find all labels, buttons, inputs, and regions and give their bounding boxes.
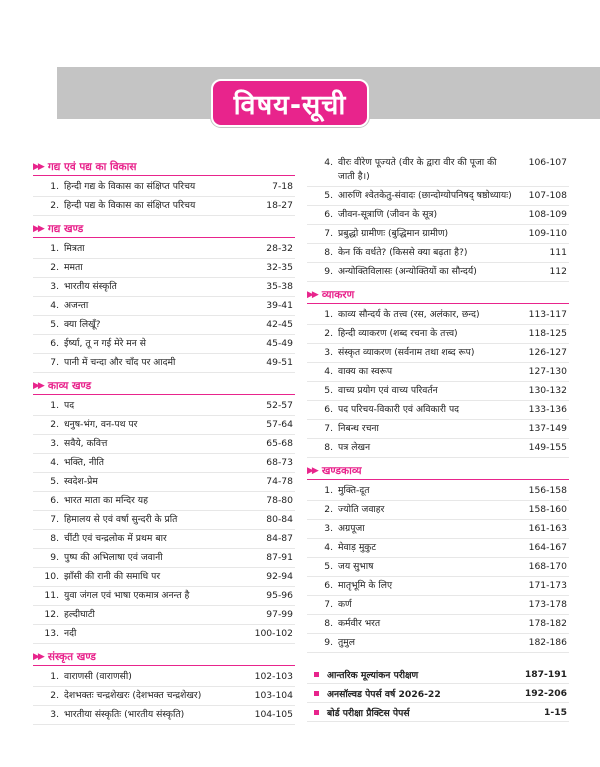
toc-row <box>33 625 295 644</box>
item-title: वीरः वीरेण पूज्यते (वीर के द्वारा वीर की पूजा की जाती है।) <box>338 157 497 182</box>
toc-row <box>33 668 295 687</box>
item-pages: 87-91 <box>266 552 293 563</box>
item-title: भक्ति, नीति <box>64 457 104 468</box>
item-title: अग्रपूजा <box>338 523 365 534</box>
item-number: 6. <box>324 209 333 220</box>
section-heading <box>307 286 569 303</box>
item-pages: 130-132 <box>528 385 567 396</box>
extra-pages: 187-191 <box>524 668 567 680</box>
item-number: 1. <box>324 485 333 496</box>
item-title: प्रबुद्धो ग्रामीणः (बुद्धिमान ग्रामीण) <box>338 228 449 239</box>
item-number: 11. <box>44 590 59 601</box>
toc-row <box>307 187 569 206</box>
toc-row <box>307 596 569 615</box>
item-number: 7. <box>324 599 333 610</box>
item-pages: 52-57 <box>266 400 293 411</box>
item-pages: 45-49 <box>266 338 293 349</box>
item-number: 5. <box>324 561 333 572</box>
item-pages: 171-173 <box>528 580 567 591</box>
double-chevron-icon: ▶▶ <box>33 161 43 172</box>
toc-row <box>307 420 569 439</box>
extra-title: बोर्ड परीक्षा प्रैक्टिस पेपर्स <box>327 707 410 719</box>
extra-title: अनसॉल्वड पेपर्स वर्ष 2026-22 <box>327 688 441 700</box>
item-number: 7. <box>50 514 59 525</box>
item-number: 2. <box>50 419 59 430</box>
item-title: जय सुभाष <box>338 561 374 572</box>
item-pages: 108-109 <box>528 209 567 220</box>
item-pages: 100-102 <box>254 628 293 639</box>
item-title: वाक्य का स्वरूप <box>338 366 393 377</box>
item-title: वाराणसी (वाराणसी) <box>64 671 132 682</box>
item-number: 6. <box>324 404 333 415</box>
item-number: 4. <box>50 457 59 468</box>
item-title: मातृभूमि के लिए <box>338 580 393 591</box>
item-title: ममता <box>64 262 83 273</box>
item-number: 3. <box>324 347 333 358</box>
item-title: धनुष-भंग, वन-पथ पर <box>64 419 138 430</box>
item-title: हल्दीघाटी <box>64 609 95 620</box>
item-pages: 65-68 <box>266 438 293 449</box>
toc-row <box>307 363 569 382</box>
item-number: 2. <box>50 200 59 211</box>
item-title: ज्योति जवाहर <box>338 504 385 515</box>
item-pages: 112 <box>549 266 567 277</box>
item-number: 4. <box>50 300 59 311</box>
toc-row <box>307 154 569 187</box>
toc-row <box>307 501 569 520</box>
item-number: 4. <box>324 542 333 553</box>
double-chevron-icon: ▶▶ <box>307 289 317 300</box>
toc-row <box>33 549 295 568</box>
item-number: 3. <box>50 438 59 449</box>
item-pages: 49-51 <box>266 357 293 368</box>
item-pages: 182-186 <box>528 637 567 648</box>
toc-row <box>33 416 295 435</box>
item-pages: 106-107 <box>528 157 567 168</box>
item-title: काव्य सौन्दर्य के तत्त्व (रस, अलंकार, छन्द) <box>338 309 480 320</box>
double-chevron-icon: ▶▶ <box>33 380 43 391</box>
toc-row <box>33 197 295 216</box>
item-pages: 164-167 <box>528 542 567 553</box>
toc-row <box>307 206 569 225</box>
item-pages: 32-35 <box>266 262 293 273</box>
item-pages: 168-170 <box>528 561 567 572</box>
toc-row <box>33 178 295 197</box>
double-chevron-icon: ▶▶ <box>307 465 317 476</box>
item-title: नदी <box>64 628 77 639</box>
item-number: 12. <box>44 609 59 620</box>
item-title: झाँसी की रानी की समाधि पर <box>64 571 161 582</box>
item-pages: 95-96 <box>266 590 293 601</box>
item-pages: 158-160 <box>528 504 567 515</box>
toc-row <box>33 568 295 587</box>
section-divider <box>307 479 569 480</box>
item-number: 1. <box>50 400 59 411</box>
item-title: पुष्प की अभिलाषा एवं जवानी <box>64 552 163 563</box>
page-title: विषय-सूची <box>211 79 369 127</box>
section-heading-text: गद्य खण्ड <box>47 222 84 235</box>
item-title: क्या लिखूँ? <box>64 319 101 330</box>
item-pages: 84-87 <box>266 533 293 544</box>
extra-title: आन्तरिक मूल्यांकन परीक्षण <box>327 669 419 681</box>
item-number: 1. <box>50 671 59 682</box>
item-pages: 28-32 <box>266 243 293 254</box>
item-pages: 68-73 <box>266 457 293 468</box>
item-pages: 118-125 <box>528 328 567 339</box>
item-number: 6. <box>324 580 333 591</box>
item-title: पद परिचय-विकारी एवं अविकारी पद <box>338 404 460 415</box>
item-number: 9. <box>50 552 59 563</box>
item-number: 6. <box>50 495 59 506</box>
item-pages: 39-41 <box>266 300 293 311</box>
item-pages: 107-108 <box>528 190 567 201</box>
item-pages: 111 <box>549 247 567 258</box>
item-pages: 109-110 <box>528 228 567 239</box>
section-divider <box>33 237 295 238</box>
toc-row <box>307 344 569 363</box>
item-title: चींटी एवं चन्द्रलोक में प्रथम बार <box>64 533 167 544</box>
extra-row <box>307 684 569 703</box>
item-number: 7. <box>324 423 333 434</box>
extra-row <box>307 703 569 722</box>
item-number: 3. <box>324 523 333 534</box>
item-title: कर्मवीर भरत <box>338 618 381 629</box>
item-number: 2. <box>50 690 59 701</box>
toc-row <box>307 577 569 596</box>
section-heading-text: गद्य एवं पद्य का विकास <box>47 160 137 173</box>
item-title: स्वदेश-प्रेम <box>64 476 98 487</box>
item-title: मित्रता <box>64 243 85 254</box>
toc-row <box>33 354 295 373</box>
item-pages: 133-136 <box>528 404 567 415</box>
toc-row <box>307 382 569 401</box>
left-column <box>33 154 295 725</box>
extra-row <box>307 665 569 684</box>
toc-row <box>33 335 295 354</box>
item-pages: 104-105 <box>254 709 293 720</box>
toc-row <box>33 606 295 625</box>
item-pages: 126-127 <box>528 347 567 358</box>
toc-row <box>33 397 295 416</box>
extras-list <box>307 665 569 722</box>
toc-row <box>307 225 569 244</box>
toc-row <box>307 325 569 344</box>
item-title: अजन्ता <box>64 300 89 311</box>
item-number: 8. <box>50 533 59 544</box>
item-number: 3. <box>50 281 59 292</box>
square-bullet-icon <box>314 691 319 696</box>
toc-row <box>307 520 569 539</box>
item-title: जीवन-सूत्राणि (जीवन के सूत्र) <box>338 209 438 220</box>
item-title: वाच्य प्रयोग एवं वाच्य परिवर्तन <box>338 385 438 396</box>
item-number: 9. <box>324 266 333 277</box>
item-number: 8. <box>324 247 333 258</box>
section-divider <box>33 665 295 666</box>
item-pages: 92-94 <box>266 571 293 582</box>
toc-row <box>307 482 569 501</box>
toc-row <box>33 297 295 316</box>
item-title: निबन्ध रचना <box>338 423 379 434</box>
item-pages: 149-155 <box>528 442 567 453</box>
item-number: 5. <box>324 385 333 396</box>
item-pages: 137-149 <box>528 423 567 434</box>
toc-row <box>33 587 295 606</box>
item-pages: 18-27 <box>266 200 293 211</box>
toc-row <box>33 278 295 297</box>
item-pages: 127-130 <box>528 366 567 377</box>
item-pages: 113-117 <box>528 309 567 320</box>
item-pages: 97-99 <box>266 609 293 620</box>
toc-row <box>307 263 569 282</box>
toc-row <box>307 306 569 325</box>
item-title: केन किं वर्धते? (किससे क्या बढ़ता है?) <box>338 247 468 258</box>
item-number: 2. <box>50 262 59 273</box>
extra-pages: 1-15 <box>544 706 567 718</box>
item-pages: 156-158 <box>528 485 567 496</box>
square-bullet-icon <box>314 710 319 715</box>
item-pages: 78-80 <box>266 495 293 506</box>
toc-row <box>307 615 569 634</box>
toc-row <box>33 240 295 259</box>
section-heading-text: काव्य खण्ड <box>47 379 92 392</box>
double-chevron-icon: ▶▶ <box>33 223 43 234</box>
item-number: 5. <box>50 476 59 487</box>
item-number: 10. <box>44 571 59 582</box>
toc-row <box>307 244 569 263</box>
item-number: 7. <box>324 228 333 239</box>
item-title: पद <box>64 400 75 411</box>
section-divider <box>33 175 295 176</box>
toc-row <box>307 539 569 558</box>
toc-row <box>33 530 295 549</box>
extra-pages: 192-206 <box>524 687 567 699</box>
section-divider <box>33 394 295 395</box>
item-number: 2. <box>324 504 333 515</box>
section-heading-text: व्याकरण <box>321 288 355 301</box>
item-title: हिन्दी व्याकरण (शब्द रचना के तत्त्व) <box>338 328 458 339</box>
section-heading <box>33 220 295 237</box>
item-title: युवा जंगल एवं भाषा एकमात्र अनन्त है <box>64 590 190 601</box>
item-pages: 42-45 <box>266 319 293 330</box>
item-title: हिमालय से एवं वर्षा सुन्दरी के प्रति <box>64 514 178 525</box>
item-title: सवैये, कवित्त <box>64 438 108 449</box>
item-pages: 35-38 <box>266 281 293 292</box>
section-divider <box>307 303 569 304</box>
item-pages: 161-163 <box>528 523 567 534</box>
item-number: 8. <box>324 618 333 629</box>
item-title: हिन्दी पद्य के विकास का संक्षिप्त परिचय <box>64 200 196 211</box>
item-number: 13. <box>44 628 59 639</box>
item-pages: 80-84 <box>266 514 293 525</box>
section-heading-text: संस्कृत खण्ड <box>47 650 96 663</box>
item-number: 5. <box>50 319 59 330</box>
toc-row <box>33 473 295 492</box>
item-title: ईर्ष्या, तू न गई मेरे मन से <box>64 338 146 349</box>
toc-row <box>33 706 295 725</box>
toc-row <box>33 492 295 511</box>
item-number: 5. <box>324 190 333 201</box>
item-number: 9. <box>324 637 333 648</box>
item-number: 1. <box>324 309 333 320</box>
item-title: देशभक्तः चन्द्रशेखरः (देशभक्त चन्द्रशेखर) <box>64 690 202 701</box>
item-pages: 57-64 <box>266 419 293 430</box>
section-heading <box>33 158 295 175</box>
item-title: भारतीय संस्कृति <box>64 281 117 292</box>
item-title: पानी में चन्दा और चाँद पर आदमी <box>64 357 176 368</box>
item-title: मेवाड़ मुकुट <box>338 542 376 553</box>
toc-row <box>33 259 295 278</box>
item-title: हिन्दी गद्य के विकास का संक्षिप्त परिचय <box>64 181 196 192</box>
item-number: 3. <box>50 709 59 720</box>
item-number: 8. <box>324 442 333 453</box>
item-number: 1. <box>50 243 59 254</box>
toc-row <box>307 558 569 577</box>
item-number: 2. <box>324 328 333 339</box>
item-pages: 74-78 <box>266 476 293 487</box>
section-heading <box>307 462 569 479</box>
item-title: आरुणि श्वेतकेतु-संवादः (छान्दोग्योपनिषद् षष्ठोध्यायः) <box>338 190 512 201</box>
square-bullet-icon <box>314 672 319 677</box>
item-pages: 103-104 <box>254 690 293 701</box>
toc-row <box>307 439 569 458</box>
item-pages: 178-182 <box>528 618 567 629</box>
item-title: भारतीया संस्कृतिः (भारतीय संस्कृति) <box>64 709 185 720</box>
right-column <box>307 154 569 722</box>
item-number: 6. <box>50 338 59 349</box>
toc-row <box>307 634 569 653</box>
toc-row <box>33 316 295 335</box>
toc-row <box>33 435 295 454</box>
section-heading <box>33 648 295 665</box>
section-heading <box>33 377 295 394</box>
item-pages: 7-18 <box>272 181 293 192</box>
item-title: मुक्ति-दूत <box>338 485 370 496</box>
section-heading-text: खण्डकाव्य <box>321 464 362 477</box>
toc-row <box>33 454 295 473</box>
toc-row <box>33 511 295 530</box>
item-title: भारत माता का मन्दिर यह <box>64 495 148 506</box>
toc-row <box>33 687 295 706</box>
item-title: पत्र लेखन <box>338 442 371 453</box>
item-pages: 173-178 <box>528 599 567 610</box>
item-title: संस्कृत व्याकरण (सर्वनाम तथा शब्द रूप) <box>338 347 475 358</box>
item-title: अन्योक्तिविलासः (अन्योक्तियों का सौन्दर्य) <box>338 266 477 277</box>
item-number: 7. <box>50 357 59 368</box>
item-pages: 102-103 <box>254 671 293 682</box>
item-title: कर्ण <box>338 599 352 610</box>
double-chevron-icon: ▶▶ <box>33 651 43 662</box>
item-number: 4. <box>324 157 333 168</box>
item-number: 4. <box>324 366 333 377</box>
toc-row <box>307 401 569 420</box>
item-number: 1. <box>50 181 59 192</box>
item-title: तुमुल <box>338 637 355 648</box>
